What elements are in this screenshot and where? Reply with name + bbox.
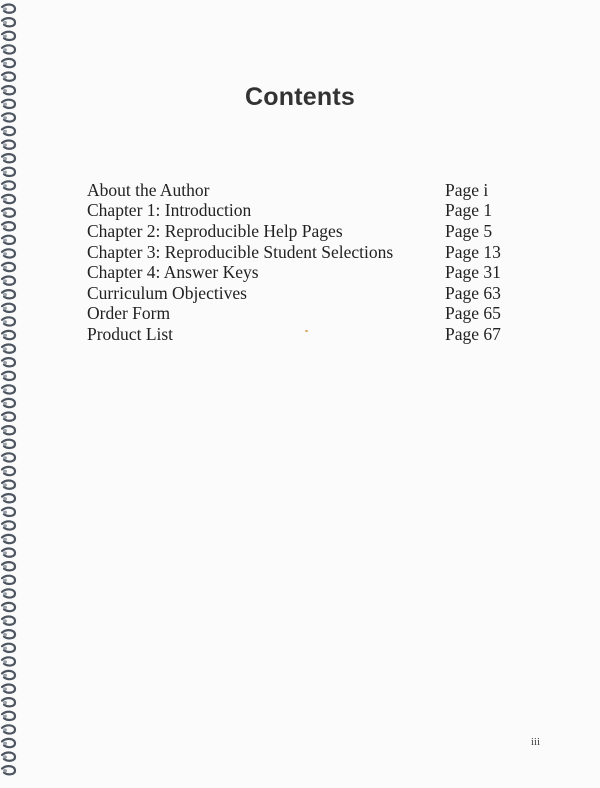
binding-hole bbox=[3, 524, 7, 527]
toc-entry bbox=[87, 304, 527, 325]
toc-entry bbox=[87, 221, 527, 242]
binding-hole bbox=[3, 728, 7, 731]
binding-hole bbox=[3, 443, 7, 446]
binding-hole bbox=[3, 415, 7, 418]
toc-entry bbox=[87, 283, 527, 304]
binding-hole bbox=[3, 239, 7, 242]
binding-hole bbox=[3, 307, 7, 310]
binding-hole bbox=[3, 171, 7, 174]
binding-hole bbox=[3, 633, 7, 636]
binding-hole bbox=[3, 62, 7, 65]
binding-hole bbox=[3, 497, 7, 500]
toc-entry-title: Chapter 1: Introduction bbox=[87, 200, 252, 221]
binding-hole bbox=[3, 687, 7, 690]
toc-entry-title: Chapter 4: Answer Keys bbox=[87, 262, 259, 283]
paper-speck bbox=[305, 330, 308, 332]
page-title: Contents bbox=[245, 82, 355, 111]
toc-entry-title: Curriculum Objectives bbox=[87, 282, 247, 303]
binding-hole bbox=[3, 511, 7, 514]
binding-hole bbox=[3, 48, 7, 51]
toc-entry-title: Order Form bbox=[87, 303, 171, 324]
binding-hole bbox=[3, 592, 7, 595]
toc-entry-page: Page 63 bbox=[445, 282, 501, 303]
binding-hole bbox=[3, 538, 7, 541]
binding-hole bbox=[3, 361, 7, 364]
toc-entry-title: Product List bbox=[87, 323, 174, 344]
binding-hole bbox=[3, 320, 7, 323]
toc-entry bbox=[87, 262, 527, 283]
binding-hole bbox=[3, 21, 7, 24]
binding-hole bbox=[3, 211, 7, 214]
binding-hole bbox=[3, 660, 7, 663]
binding-hole bbox=[3, 715, 7, 718]
binding-hole bbox=[3, 130, 7, 133]
binding-hole bbox=[3, 769, 7, 772]
binding-hole bbox=[3, 388, 7, 391]
binding-hole bbox=[3, 483, 7, 486]
toc-entry-title: Chapter 3: Reproducible Student Selections bbox=[87, 241, 394, 262]
binding-hole bbox=[3, 198, 7, 201]
toc-entry bbox=[87, 180, 527, 201]
binding-hole bbox=[3, 225, 7, 228]
binding-hole bbox=[3, 252, 7, 255]
binding-hole bbox=[3, 470, 7, 473]
toc-entry-title: Chapter 2: Reproducible Help Pages bbox=[87, 220, 343, 241]
binding-hole bbox=[3, 551, 7, 554]
toc-entry bbox=[87, 201, 527, 222]
page-number: iii bbox=[530, 736, 540, 748]
binding-hole bbox=[3, 606, 7, 609]
binding-hole bbox=[3, 565, 7, 568]
binding-hole bbox=[3, 742, 7, 745]
toc-entry-page: Page 5 bbox=[445, 220, 493, 241]
binding-hole bbox=[3, 75, 7, 78]
toc-entry bbox=[87, 242, 527, 263]
table-of-contents bbox=[87, 180, 527, 345]
binding-hole bbox=[3, 334, 7, 337]
toc-entry-title: About the Author bbox=[87, 179, 210, 200]
binding-hole bbox=[3, 456, 7, 459]
binding-hole bbox=[3, 701, 7, 704]
binding-hole bbox=[3, 35, 7, 38]
binding-hole bbox=[3, 143, 7, 146]
toc-entry bbox=[87, 324, 527, 345]
binding-hole bbox=[3, 674, 7, 677]
binding-hole bbox=[3, 7, 7, 10]
binding-hole bbox=[3, 293, 7, 296]
binding-hole bbox=[3, 619, 7, 622]
binding-hole bbox=[3, 279, 7, 282]
binding-hole bbox=[3, 157, 7, 160]
toc-entry-page: Page i bbox=[445, 179, 489, 200]
binding-hole bbox=[3, 375, 7, 378]
toc-entry-page: Page 67 bbox=[445, 323, 501, 344]
binding-hole bbox=[3, 347, 7, 350]
binding-hole bbox=[3, 266, 7, 269]
binding-hole bbox=[3, 755, 7, 758]
binding-hole bbox=[3, 429, 7, 432]
binding-hole bbox=[3, 184, 7, 187]
binding-hole bbox=[3, 116, 7, 119]
binding-hole bbox=[3, 402, 7, 405]
toc-entry-page: Page 31 bbox=[445, 262, 501, 283]
spiral-binding bbox=[0, 0, 26, 788]
toc-entry-page: Page 13 bbox=[445, 241, 501, 262]
binding-hole bbox=[3, 647, 7, 650]
binding-hole bbox=[3, 579, 7, 582]
toc-entry-page: Page 1 bbox=[445, 200, 493, 221]
toc-entry-page: Page 65 bbox=[445, 303, 501, 324]
